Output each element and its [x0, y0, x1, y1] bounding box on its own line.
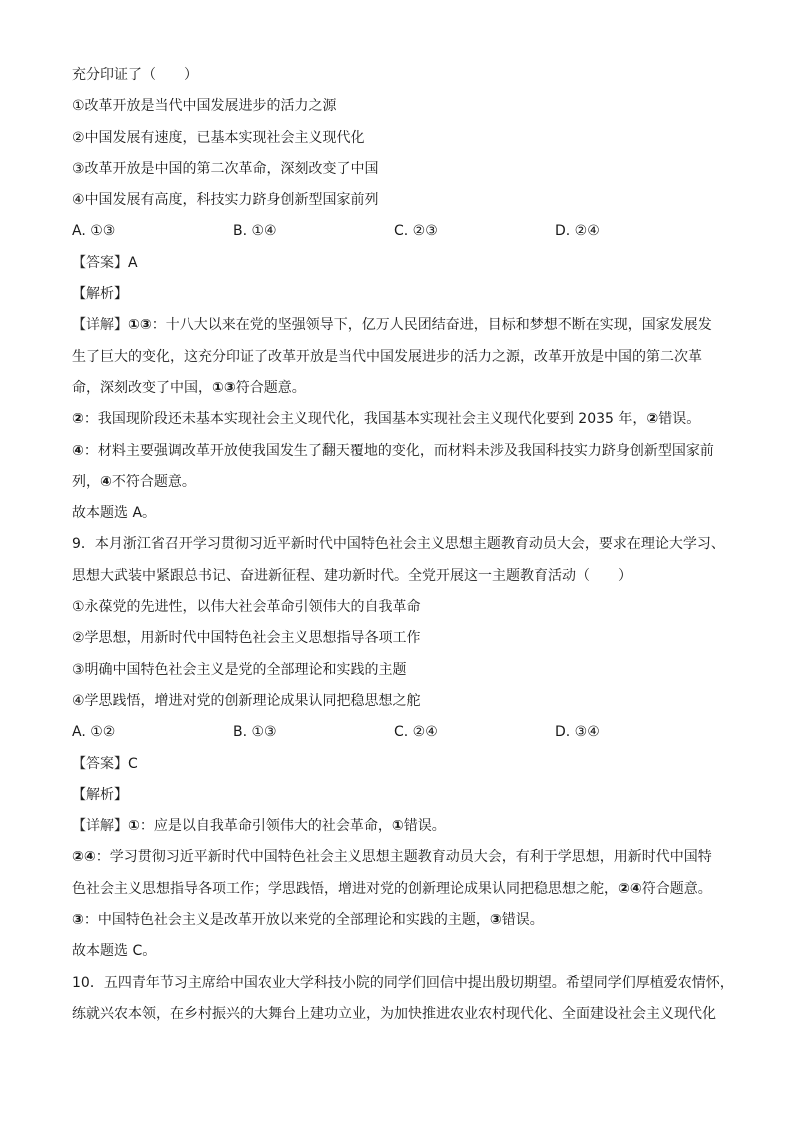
detail-tag: 【详解】 — [72, 317, 128, 334]
q8-answer — [72, 250, 732, 281]
q9-option-c: C. ②④ — [394, 724, 438, 741]
q9-detail-2-line-2 — [72, 876, 732, 907]
detail-text: 符合题意。 — [235, 379, 306, 396]
detail-key: ② — [646, 411, 659, 428]
detail-text: 符合题意。 — [641, 880, 712, 897]
q9-answer — [72, 751, 732, 782]
q9-option-b: B. ①③ — [233, 724, 277, 741]
q9-detail-3 — [72, 907, 732, 938]
detail-key: ①③ — [128, 317, 152, 334]
q9-conclusion: 故本题选 C。 — [72, 943, 157, 960]
q9-detail-2-line-1 — [72, 844, 732, 875]
q8-detail-1-line-1 — [72, 312, 732, 343]
q8-choice-4: ④中国发展有高度，科技实力跻身创新型国家前列 — [72, 192, 379, 209]
q8-detail-1-line-3 — [72, 375, 732, 406]
detail-text: 命，深刻改变了中国， — [72, 379, 212, 396]
detail-text: ：中国特色社会主义是改革开放以来党的全部理论和实践的主题， — [83, 912, 490, 929]
q10-stem-line-2: 练就兴农本领，在乡村振兴的大舞台上建功立业，为加快推进农业农村现代化、全面建设社会主义现代化 — [72, 1005, 716, 1022]
answer-tag: 【答案】 — [72, 254, 128, 271]
q8-option-d: D. ②④ — [555, 223, 600, 240]
detail-text: 错误。 — [403, 818, 446, 835]
q9-stem-line-2: 思想大武装中紧跟总书记、奋进新征程、建功新时代。全党开展这一主题教育活动（ ） — [72, 567, 632, 584]
q8-option-b: B. ①④ — [233, 223, 277, 240]
detail-key: ① — [391, 818, 404, 835]
detail-key: ① — [128, 818, 140, 835]
q9-choice-1: ①永葆党的先进性，以伟大社会革命引领伟大的自我革命 — [72, 599, 421, 616]
q8-analysis-tag: 【解析】 — [72, 286, 128, 303]
detail-key: ②④ — [618, 880, 642, 897]
q8-detail-2 — [72, 406, 732, 437]
q9-choice-4: ④学思践悟，增进对党的创新理论成果认同把稳思想之舵 — [72, 692, 421, 709]
detail-key: ②④ — [72, 849, 96, 866]
detail-key: ② — [72, 411, 84, 428]
q9-analysis-tag: 【解析】 — [72, 786, 128, 803]
detail-text: 错误。 — [501, 912, 544, 929]
answer-value: C — [128, 755, 138, 772]
detail-tag: 【详解】 — [72, 818, 128, 835]
q8-options — [72, 218, 732, 249]
q8-choice-3: ③改革开放是中国的第二次革命，深刻改变了中国 — [72, 160, 379, 177]
document-content — [72, 62, 732, 1032]
q8-conclusion: 故本题选 A。 — [72, 505, 157, 522]
detail-key: ④ — [100, 473, 112, 490]
q10-stem-line-1: 10．五四青年节习主席给中国农业大学科技小院的同学们回信中提出殷切期望。希望同学们厚植爱农情怀， — [72, 974, 734, 991]
q8-detail-3-line-2 — [72, 469, 732, 500]
q9-choice-3: ③明确中国特色社会主义是党的全部理论和实践的主题 — [72, 661, 407, 678]
detail-key: ③ — [72, 912, 84, 929]
detail-text: 色社会主义思想指导各项工作；学思践悟，增进对党的创新理论成果认同把稳思想之舵， — [72, 880, 618, 897]
q8-choice-1: ①改革开放是当代中国发展进步的活力之源 — [72, 98, 337, 115]
detail-text: ：十八大以来在党的坚强领导下，亿万人民团结奋进，目标和梦想不断在实现，国家发展发 — [151, 317, 712, 334]
detail-key: ④ — [72, 442, 84, 459]
detail-key: ①③ — [212, 379, 236, 396]
q8-detail-1-line-2: 生了巨大的变化，这充分印证了改革开放是当代中国发展进步的活力之源，改革开放是中国的第二次革 — [72, 348, 702, 365]
detail-text: 列， — [72, 473, 100, 490]
answer-value: A — [128, 254, 138, 271]
q9-option-d: D. ③④ — [555, 724, 600, 741]
q8-detail-3-line-1 — [72, 438, 732, 469]
detail-text: ：我国现阶段还未基本实现社会主义现代化，我国基本实现社会主义现代化要到 2035 年， — [83, 411, 647, 428]
q9-detail-1 — [72, 813, 732, 844]
q9-stem-line-1: 9．本月浙江省召开学习贯彻习近平新时代中国特色社会主义思想主题教育动员大会，要求在理论大学习、 — [72, 536, 725, 553]
detail-text: ：应是以自我革命引领伟大的社会革命， — [139, 818, 392, 835]
detail-key: ③ — [489, 912, 502, 929]
detail-text: ：学习贯彻习近平新时代中国特色社会主义思想主题教育动员大会，有利于学思想，用新时代中国特 — [95, 849, 712, 866]
q8-option-a: A. ①③ — [72, 223, 116, 240]
q8-option-c: C. ②③ — [394, 223, 438, 240]
q9-options — [72, 719, 732, 750]
q9-option-a: A. ①② — [72, 724, 116, 741]
detail-text: 不符合题意。 — [111, 473, 196, 490]
q8-stem-tail: 充分印证了（ ） — [72, 67, 198, 83]
detail-text: ：材料主要强调改革开放使我国发生了翻天覆地的变化，而材料未涉及我国科技实力跻身创新型国家前 — [83, 442, 714, 459]
q8-choice-2: ②中国发展有速度，已基本实现社会主义现代化 — [72, 129, 365, 146]
q9-choice-2: ②学思想，用新时代中国特色社会主义思想指导各项工作 — [72, 630, 421, 647]
detail-text: 错误。 — [658, 411, 701, 428]
answer-tag: 【答案】 — [72, 755, 128, 772]
